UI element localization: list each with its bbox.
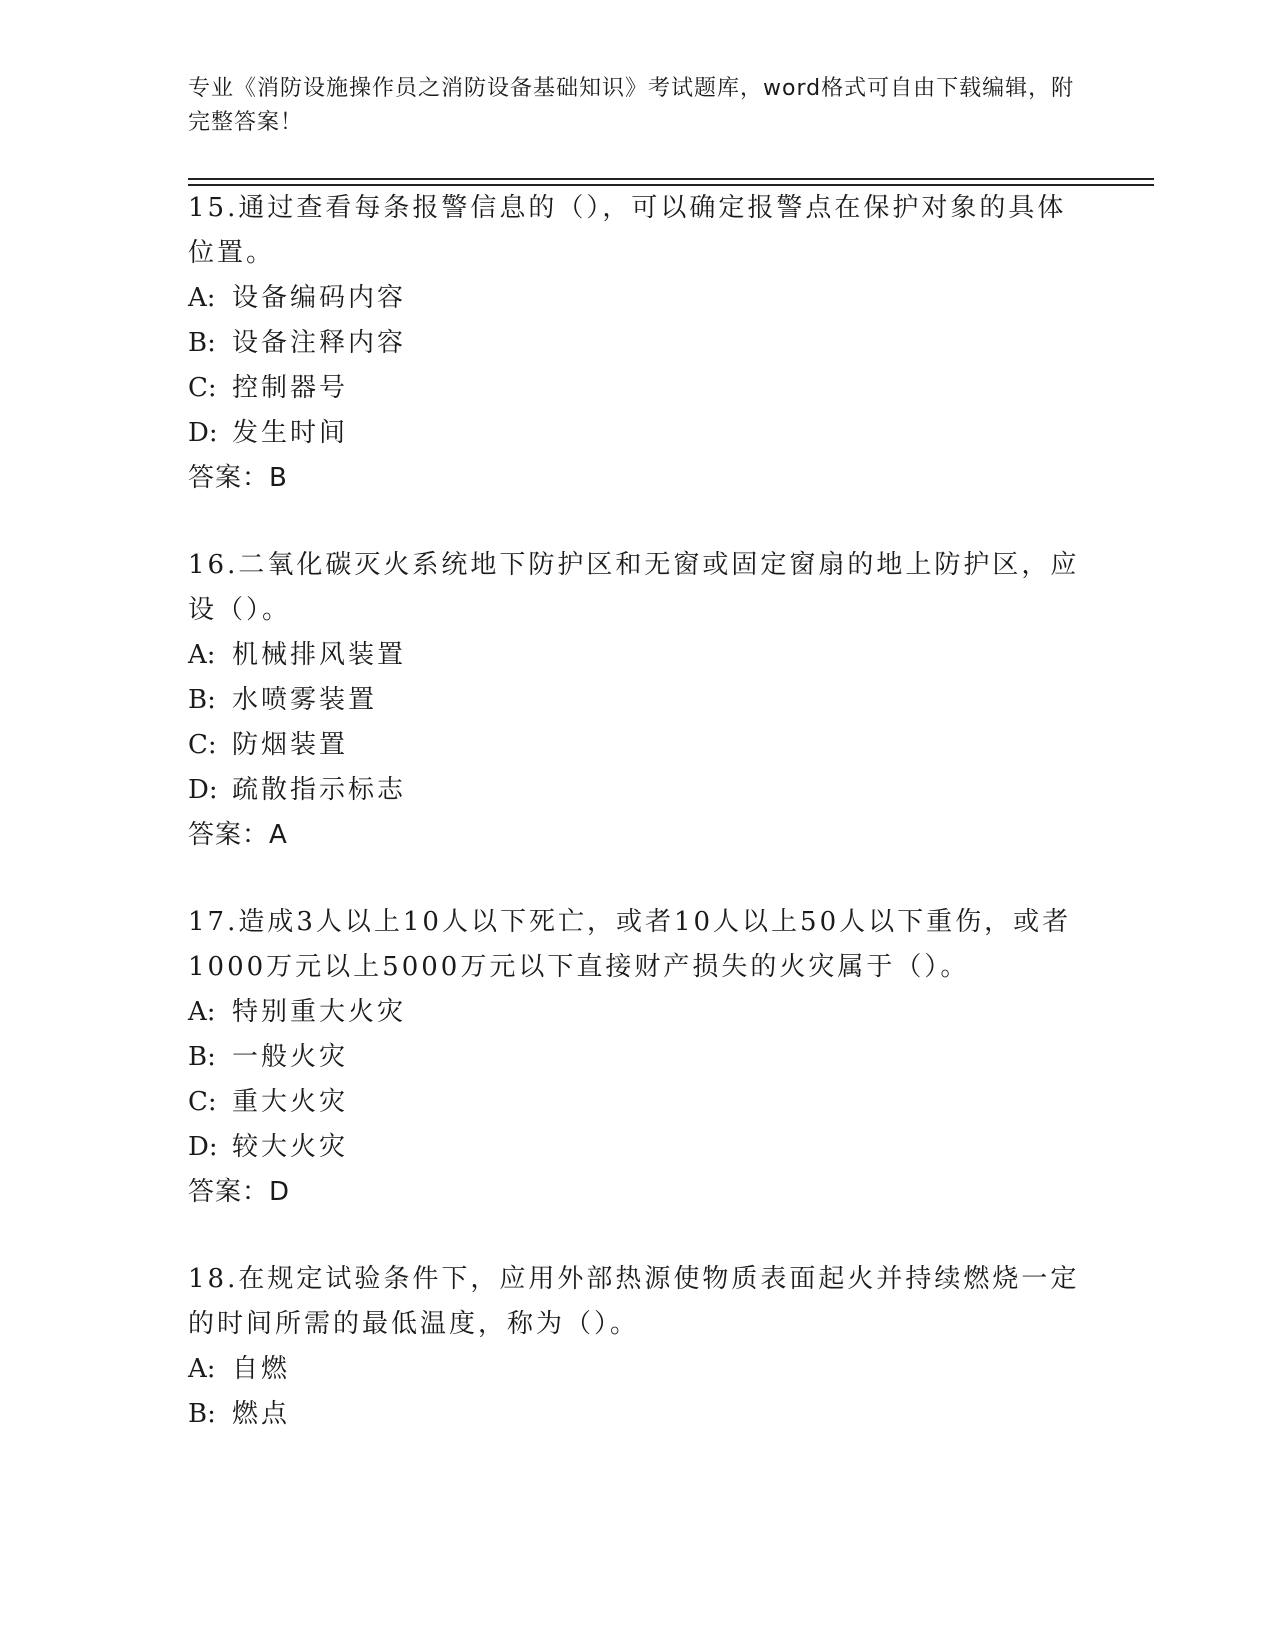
option-text: 一般火灾 <box>232 1042 349 1072</box>
question-stem: 15.通过查看每条报警信息的（），可以确定报警点在保护对象的具体位置。 <box>188 193 1067 268</box>
option-key: C: <box>188 730 217 760</box>
option-key: B: <box>188 685 216 715</box>
option-text: 控制器号 <box>232 373 349 403</box>
option-text: 发生时间 <box>232 418 349 448</box>
option-text: 水喷雾装置 <box>232 685 378 715</box>
answer-line: 答案：A <box>188 820 288 850</box>
question-stem: 16.二氧化碳灭火系统地下防护区和无窗或固定窗扇的地上防护区，应设（）。 <box>188 550 1080 625</box>
option-key: B: <box>188 1042 216 1072</box>
option-c <box>188 366 1088 411</box>
option-b <box>188 321 1088 366</box>
option-b <box>188 678 1088 723</box>
option-text: 重大火灾 <box>232 1087 349 1117</box>
question-17 <box>188 900 1088 1215</box>
option-d <box>188 411 1088 456</box>
option-a <box>188 990 1088 1035</box>
option-key: D: <box>188 418 218 448</box>
answer-line: 答案：D <box>188 1177 291 1207</box>
option-key: A: <box>188 283 216 313</box>
option-text: 设备编码内容 <box>232 283 407 313</box>
option-key: A: <box>188 640 216 670</box>
option-text: 疏散指示标志 <box>232 775 407 805</box>
document-intro: 专业《消防设施操作员之消防设备基础知识》考试题库，word格式可自由下载编辑，附完整答案！ <box>188 76 1075 135</box>
option-key: B: <box>188 328 216 358</box>
option-b <box>188 1035 1088 1080</box>
option-text: 防烟装置 <box>232 730 349 760</box>
answer-line: 答案：B <box>188 463 288 493</box>
question-16 <box>188 543 1088 858</box>
option-key: A: <box>188 1354 216 1384</box>
option-text: 自燃 <box>232 1354 291 1384</box>
option-text: 设备注释内容 <box>232 328 407 358</box>
option-d <box>188 1125 1088 1170</box>
option-key: B: <box>188 1399 216 1429</box>
option-key: A: <box>188 997 216 1027</box>
option-a <box>188 1347 1088 1392</box>
question-list <box>188 186 1088 1479</box>
option-key: C: <box>188 373 217 403</box>
option-a <box>188 633 1088 678</box>
option-a <box>188 276 1088 321</box>
option-text: 较大火灾 <box>232 1132 349 1162</box>
question-15 <box>188 186 1088 501</box>
option-c <box>188 723 1088 768</box>
question-stem: 18.在规定试验条件下，应用外部热源使物质表面起火并持续燃烧一定的时间所需的最低温度，称为（）。 <box>188 1264 1080 1339</box>
option-d <box>188 768 1088 813</box>
option-text: 燃点 <box>232 1399 291 1429</box>
option-key: D: <box>188 775 218 805</box>
option-b <box>188 1392 1088 1437</box>
question-18 <box>188 1257 1088 1437</box>
option-key: C: <box>188 1087 217 1117</box>
option-text: 机械排风装置 <box>232 640 407 670</box>
option-c <box>188 1080 1088 1125</box>
option-text: 特别重大火灾 <box>232 997 407 1027</box>
question-stem: 17.造成3人以上10人以下死亡，或者10人以上50人以下重伤，或者1000万元以上5000万元以下直接财产损失的火灾属于（）。 <box>188 907 1072 982</box>
header-divider-top <box>188 178 1154 180</box>
option-key: D: <box>188 1132 218 1162</box>
